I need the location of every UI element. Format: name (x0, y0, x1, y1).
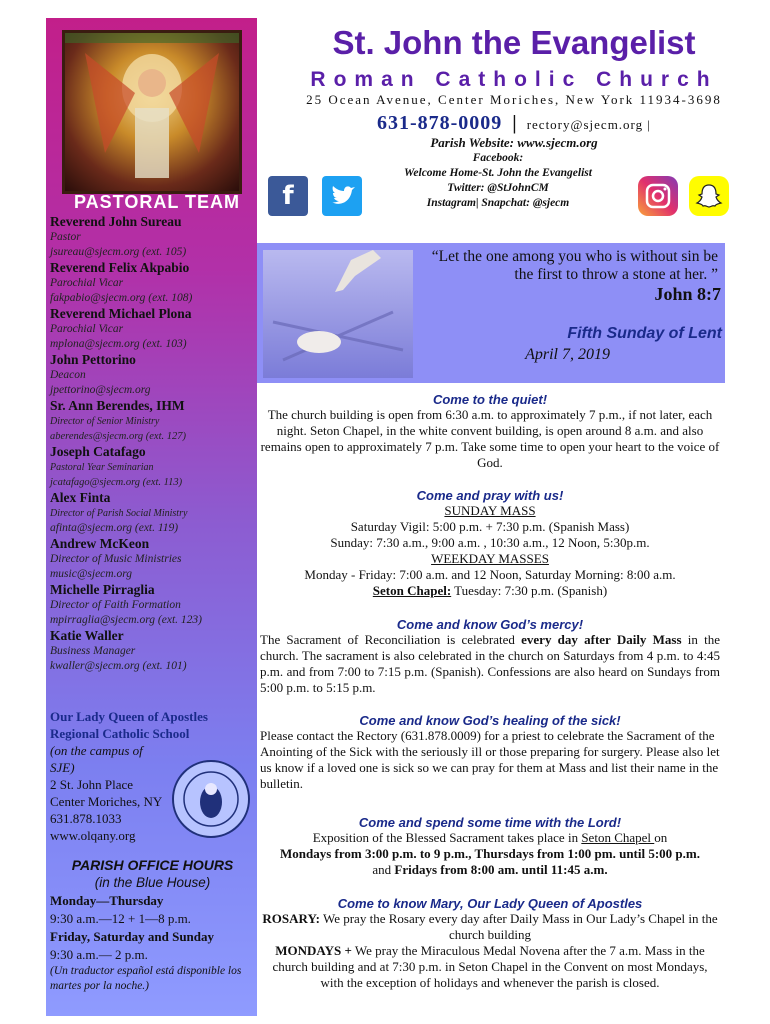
staff-entry (50, 260, 255, 306)
staff-entry (50, 536, 255, 582)
social-info (358, 151, 638, 211)
adoration-text-a: Exposition of the Blessed Sacrament takes place in (312, 830, 582, 845)
staff-name: Reverend John Sureau (50, 214, 182, 229)
staff-role: Director of Music Ministries (50, 553, 182, 565)
staff-name: Reverend Felix Akpabio (50, 260, 190, 275)
staff-entry (50, 444, 255, 490)
staff-role: Business Manager (50, 645, 136, 657)
healing-section (260, 713, 720, 792)
staff-role: Deacon (50, 369, 86, 381)
adoration-times: Mondays from 3:00 p.m. to 9 p.m., Thursdays from 1:00 pm. until 5:00 p.m. (279, 846, 700, 861)
school-campus: (on the campus of (50, 743, 143, 758)
school-seal-logo (172, 760, 250, 838)
staff-name: John Pettorino (50, 352, 136, 367)
quiet-section (260, 392, 720, 471)
office-hours-subtitle: (in the Blue House) (94, 875, 211, 890)
novena-text (260, 943, 720, 991)
staff-role: Director of Senior Ministry (50, 416, 160, 427)
school-website[interactable]: www.olqany.org (50, 828, 136, 843)
mondays-label: MONDAYS + (275, 943, 352, 958)
office-hours-2: 9:30 a.m.— 2 p.m. (50, 947, 148, 962)
staff-entry (50, 352, 255, 398)
staff-name: Alex Finta (50, 490, 111, 505)
pastoral-team-title: PASTORAL TEAM (73, 192, 240, 212)
office-hours-1: 9:30 a.m.—12 + 1—8 p.m. (50, 911, 191, 926)
school-name-2: Regional Catholic School (50, 726, 190, 741)
section-heading: Come and know God’s healing of the sick! (359, 713, 621, 728)
staff-role: Pastoral Year Seminarian (50, 462, 154, 473)
rectory-email[interactable]: rectory@sjecm.org | (526, 117, 652, 132)
staff-email[interactable]: mplona@sjecm.org (ext. 103) (50, 338, 187, 350)
church-name: St. John the Evangelist (332, 24, 696, 61)
twitter-handle[interactable]: Twitter: @StJohnCM (447, 182, 549, 194)
hand-and-stone-image (263, 250, 413, 378)
staff-entry (50, 582, 255, 628)
staff-entry (50, 398, 255, 444)
weekday-times: Monday - Friday: 7:00 a.m. and 12 Noon, Saturday Morning: 8:00 a.m. (304, 567, 676, 582)
staff-email[interactable]: aberendes@sjecm.org (ext. 127) (50, 431, 187, 442)
school-phone: 631.878.1033 (50, 811, 122, 826)
staff-role: Director of Parish Social Ministry (50, 508, 188, 519)
staff-entry (50, 628, 255, 674)
facebook-icon[interactable]: f (268, 176, 308, 216)
facebook-label: Facebook: (472, 152, 524, 164)
mary-section (260, 896, 720, 991)
seton-chapel-link: Seton Chapel (581, 830, 655, 845)
mercy-text-c: in the church. The sacrament is also celebrated in the church on Saturdays from 4 p.m. to 4:45 p.m. and from 7:00 to 7:15 p.m. (Spanish). Confessions are also heard on Sundays from 5:00 p.m. to 5:15 p.m. (260, 632, 720, 695)
sunday-times: Sunday: 7:30 a.m., 9:00 a.m. , 10:30 a.m., 12 Noon, 5:30p.m. (330, 535, 650, 550)
staff-name: Andrew McKeon (50, 536, 150, 551)
school-campus-2: SJE) (50, 760, 75, 775)
school-name: Our Lady Queen of Apostles (50, 709, 208, 724)
sunday-mass-heading: SUNDAY MASS (444, 503, 536, 518)
office-days-2: Friday, Saturday and Sunday (50, 929, 215, 944)
mondays-body: We pray the Miraculous Medal Novena after the 7 a.m. Mass in the church building and at 7:30 p.m. in Seton Chapel in the Convent on most Mondays, with the exception of holidays and whenever the parish is closed. (272, 943, 708, 990)
staff-entry (50, 306, 255, 352)
staff-email[interactable]: kwaller@sjecm.org (ext. 101) (50, 660, 187, 672)
staff-name: Katie Waller (50, 628, 124, 643)
staff-email[interactable]: jpettorino@sjecm.org (50, 384, 151, 396)
section-heading: Come to the quiet! (432, 392, 548, 407)
staff-role: Parochial Vicar (50, 277, 124, 289)
vigil-times: Saturday Vigil: 5:00 p.m. + 7:30 p.m. (Spanish Mass) (350, 519, 630, 534)
staff-email[interactable]: mpirraglia@sjecm.org (ext. 123) (50, 614, 202, 626)
staff-entry (50, 490, 255, 536)
staff-role: Parochial Vicar (50, 323, 124, 335)
parish-website[interactable]: Parish Website: www.sjecm.org (430, 135, 598, 150)
weekday-mass-heading: WEEKDAY MASSES (431, 551, 549, 566)
contact-row (258, 112, 770, 135)
staff-role: Director of Faith Formation (50, 599, 181, 611)
staff-email[interactable]: music@sjecm.org (50, 568, 133, 580)
staff-email[interactable]: fakpabio@sjecm.org (ext. 108) (50, 292, 193, 304)
adoration-text-b: on (654, 830, 668, 845)
facebook-page[interactable]: Welcome Home-St. John the Evangelist (404, 167, 592, 179)
adoration-friday: Fridays from 8:00 am. until 11:45 a.m. (394, 862, 608, 877)
adoration-section (260, 815, 720, 878)
staff-email[interactable]: jcatafago@sjecm.org (ext. 113) (50, 477, 183, 488)
seton-chapel-times (260, 583, 720, 599)
instagram-snapchat-handle[interactable]: Instagram| Snapchat: @sjecm (426, 197, 570, 209)
adoration-times-2 (260, 862, 720, 878)
rosary-text (260, 911, 720, 943)
staff-name: Michelle Pirraglia (50, 582, 155, 597)
liturgical-sunday: Fifth Sunday of Lent (567, 325, 722, 342)
rosary-label: ROSARY: (262, 911, 320, 926)
school-city: Center Moriches, NY (50, 794, 163, 809)
staff-name: Reverend Michael Plona (50, 306, 192, 321)
section-heading: Come and know God’s mercy! (396, 617, 584, 632)
twitter-icon[interactable] (322, 176, 362, 216)
separator: | (512, 112, 517, 134)
mercy-text-b: every day after Daily Mass (521, 632, 682, 647)
instagram-icon[interactable] (638, 176, 678, 216)
spanish-note: (Un traductor español está disponible los martes por la noche.) (50, 965, 242, 992)
staff-list (50, 214, 255, 674)
staff-email[interactable]: jsureau@sjecm.org (ext. 105) (50, 246, 187, 258)
church-address: 25 Ocean Avenue, Center Moriches, New York 11934-3698 (306, 92, 722, 107)
staff-entry (50, 214, 255, 260)
staff-name: Sr. Ann Berendes, IHM (50, 398, 185, 413)
section-heading: Come and spend some time with the Lord! (358, 815, 622, 830)
stained-glass-image (62, 30, 242, 194)
church-subtitle: Roman Catholic Church (310, 68, 718, 91)
staff-email[interactable]: afinta@sjecm.org (ext. 119) (50, 522, 179, 534)
section-heading: Come and pray with us! (416, 488, 564, 503)
rosary-body: We pray the Rosary every day after Daily Mass in Our Lady’s Chapel in the church building (319, 911, 718, 942)
section-text (260, 632, 720, 696)
seton-chapel-label: Seton Chapel: (372, 583, 452, 598)
mercy-text-a: The Sacrament of Reconciliation is celebrated (260, 632, 522, 647)
mercy-section (260, 617, 720, 696)
office-hours (50, 856, 255, 994)
staff-name: Joseph Catafago (50, 444, 146, 459)
adoration-and: and (372, 862, 395, 877)
school-street: 2 St. John Place (50, 777, 134, 792)
phone-number[interactable]: 631-878-0009 (376, 112, 503, 134)
mass-times-section (260, 488, 720, 599)
office-hours-title: PARISH OFFICE HOURS (71, 857, 234, 873)
snapchat-icon[interactable] (689, 176, 729, 216)
section-text: The church building is open from 6:30 a.m. to approximately 7 p.m., if not later, each night. Seton Chapel, in the white convent building, is open around 8 a.m. and also remains open to approximately 7 p.m. Take some time to open your heart to the voice of God. (260, 407, 720, 470)
bulletin-date: April 7, 2019 (525, 346, 610, 363)
staff-role: Pastor (50, 231, 81, 243)
section-heading: Come to know Mary, Our Lady Queen of Apostles (337, 896, 643, 911)
adoration-text (260, 830, 720, 846)
section-text: Please contact the Rectory (631.878.0009) for a priest to celebrate the Sacrament of the Anointing of the Sick with the seriously ill or those preparing for surgery. Please also let us know if a loved one is sick so we can pray for them at Mass and list their name in the bulletin. (260, 728, 720, 791)
seton-chapel-text: Tuesday: 7:30 p.m. (Spanish) (451, 583, 608, 598)
office-days-1: Monday—Thursday (50, 893, 164, 908)
scripture-reference: John 8:7 (654, 284, 721, 304)
scripture-quote: “Let the one among you who is without sin be the first to throw a stone at her. ” (431, 248, 718, 283)
